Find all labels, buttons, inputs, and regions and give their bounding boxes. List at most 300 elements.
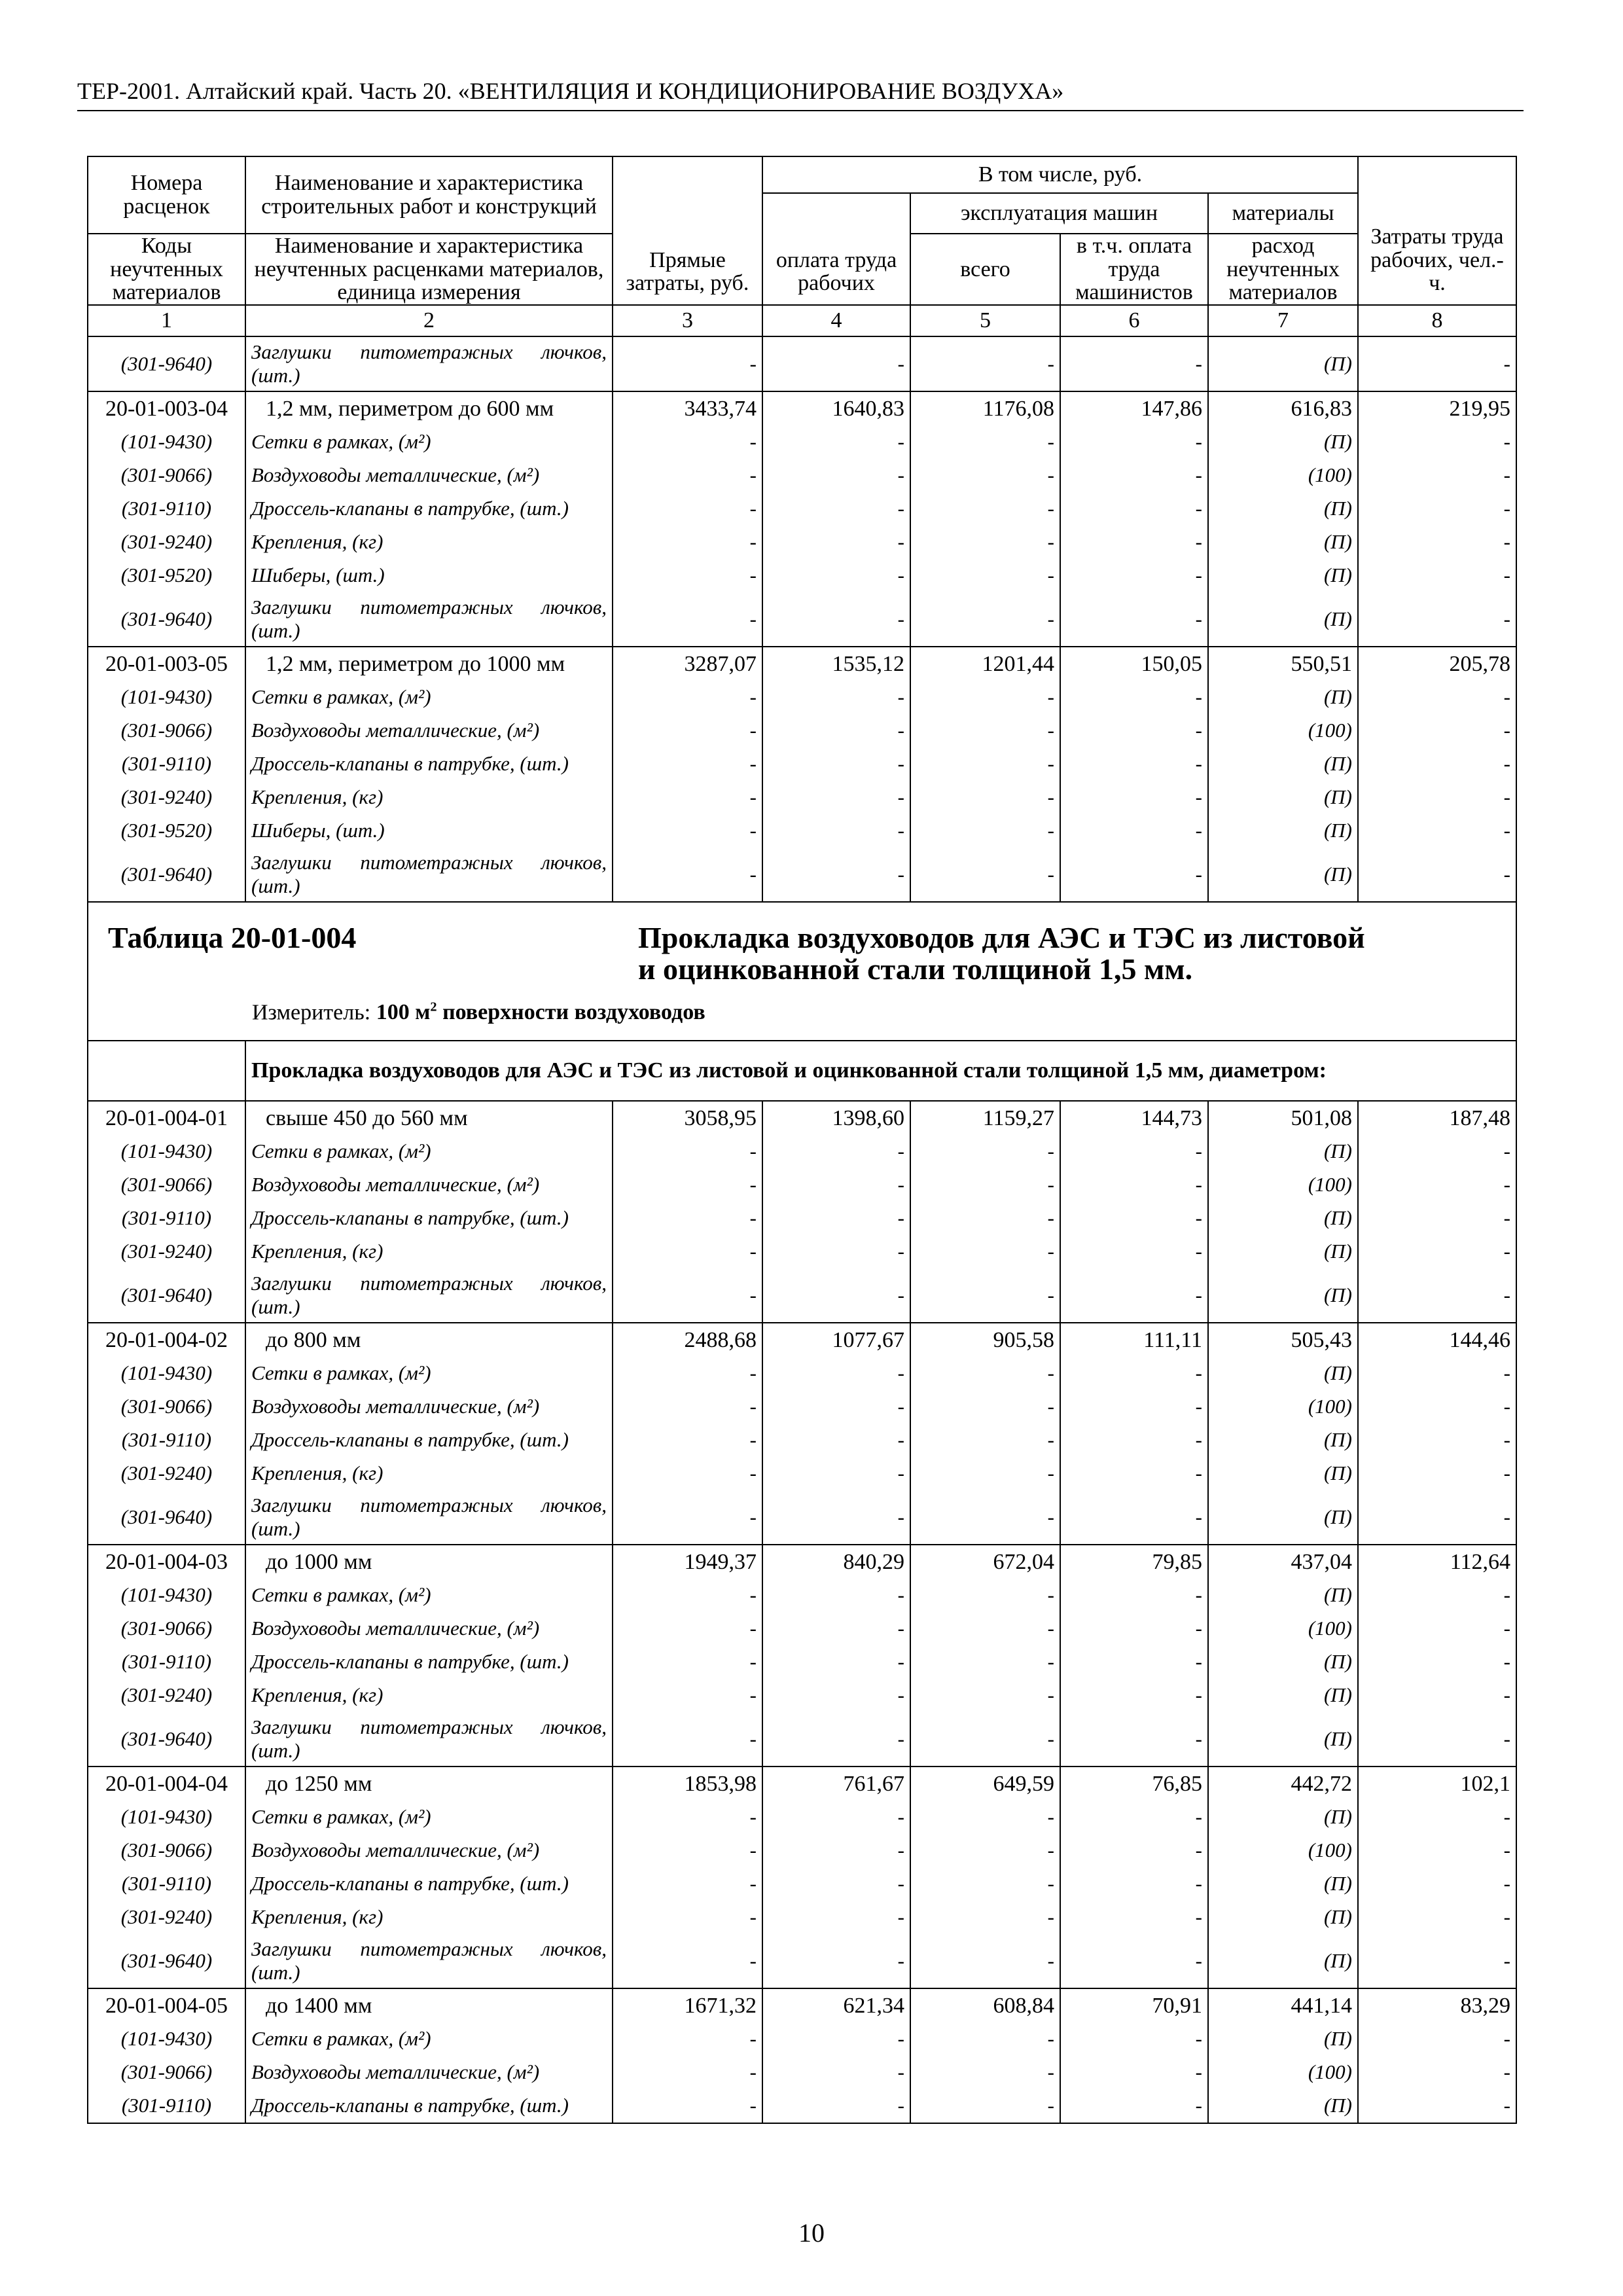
dash-cell: -: [1060, 1834, 1208, 1867]
col-number: 7: [1208, 305, 1358, 336]
col-header-pryamye: Прямые затраты, руб.: [613, 156, 762, 305]
dash-cell: -: [613, 559, 762, 592]
dash-cell: -: [1358, 1901, 1516, 1934]
rate-value: 70,91: [1060, 1988, 1208, 2022]
material-code: (301-9520): [88, 814, 245, 848]
dash-cell: -: [762, 2089, 910, 2123]
dash-cell: -: [1358, 2089, 1516, 2123]
material-name: Сетки в рамках, (м²): [245, 1357, 613, 1390]
material-row: [88, 1801, 1516, 1834]
material-row: [88, 814, 1516, 848]
material-code: (301-9640): [88, 1712, 245, 1767]
rate-value: 2488,68: [613, 1323, 762, 1357]
dash-cell: -: [762, 1202, 910, 1235]
dash-cell: -: [1358, 592, 1516, 647]
dash-cell: -: [1060, 1579, 1208, 1612]
material-row: [88, 425, 1516, 459]
dash-cell: -: [613, 1168, 762, 1202]
rate-row: [88, 1323, 1516, 1357]
rate-code: 20-01-004-04: [88, 1767, 245, 1801]
rate-value: 649,59: [910, 1767, 1060, 1801]
material-quantity: (П): [1208, 1712, 1358, 1767]
dash-cell: -: [1358, 1490, 1516, 1545]
dash-cell: -: [762, 1834, 910, 1867]
material-quantity: (П): [1208, 781, 1358, 814]
material-row: [88, 781, 1516, 814]
material-row: [88, 492, 1516, 526]
material-row: [88, 1934, 1516, 1988]
rate-value: 437,04: [1208, 1545, 1358, 1579]
subtitle-spacer: [88, 1041, 245, 1101]
material-name: Дроссель-клапаны в патрубке, (шт.): [245, 747, 613, 781]
measure-sup: 2: [430, 1000, 437, 1015]
dash-cell: -: [910, 1424, 1060, 1457]
material-quantity: (П): [1208, 2022, 1358, 2056]
material-row: [88, 336, 1516, 391]
material-name: Шиберы, (шт.): [245, 814, 613, 848]
dash-cell: -: [910, 1645, 1060, 1679]
dash-cell: -: [762, 1424, 910, 1457]
material-name-line: Заглушки питометражных лючков,: [251, 851, 607, 874]
dash-cell: -: [910, 848, 1060, 902]
material-quantity: (100): [1208, 1612, 1358, 1645]
dash-cell: -: [613, 1901, 762, 1934]
dash-cell: -: [1358, 848, 1516, 902]
dash-cell: -: [613, 714, 762, 747]
dash-cell: -: [613, 814, 762, 848]
dash-cell: -: [762, 1934, 910, 1988]
dash-cell: -: [613, 1712, 762, 1767]
material-code: (301-9640): [88, 1490, 245, 1545]
material-row: [88, 526, 1516, 559]
material-code: (101-9430): [88, 2022, 245, 2056]
dash-cell: -: [762, 2056, 910, 2089]
material-quantity: (П): [1208, 1357, 1358, 1390]
rate-value: 76,85: [1060, 1767, 1208, 1801]
dash-cell: -: [1060, 1490, 1208, 1545]
material-row: [88, 1645, 1516, 1679]
material-name: Сетки в рамках, (м²): [245, 425, 613, 459]
material-row: [88, 2022, 1516, 2056]
material-row: [88, 1867, 1516, 1901]
material-quantity: (П): [1208, 1867, 1358, 1901]
material-code: (101-9430): [88, 1801, 245, 1834]
rate-value: 550,51: [1208, 647, 1358, 681]
material-name-line: (шт.): [251, 1517, 300, 1541]
dash-cell: -: [762, 1135, 910, 1168]
rate-code: 20-01-004-01: [88, 1101, 245, 1135]
table-heading-row: [88, 902, 1516, 1041]
rate-value: 205,78: [1358, 647, 1516, 681]
dash-cell: -: [613, 1645, 762, 1679]
dash-cell: -: [613, 848, 762, 902]
dash-cell: -: [1358, 1867, 1516, 1901]
material-code: (301-9240): [88, 526, 245, 559]
col-header-naimenovanie-mat: Наименование и характеристика неучтенных расценками материалов, единица измерения: [245, 234, 613, 305]
material-name: Сетки в рамках, (м²): [245, 1579, 613, 1612]
material-name: Крепления, (кг): [245, 1457, 613, 1490]
dash-cell: -: [910, 1801, 1060, 1834]
dash-cell: -: [910, 1457, 1060, 1490]
material-code: (301-9066): [88, 1168, 245, 1202]
rate-name: до 1400 мм: [245, 1988, 613, 2022]
material-code: (301-9066): [88, 1390, 245, 1424]
rate-value: 1671,32: [613, 1988, 762, 2022]
rate-value: 1949,37: [613, 1545, 762, 1579]
dash-cell: -: [910, 2022, 1060, 2056]
dash-cell: -: [762, 1235, 910, 1268]
dash-cell: -: [910, 425, 1060, 459]
rate-value: 441,14: [1208, 1988, 1358, 2022]
material-row: [88, 1612, 1516, 1645]
rate-row: [88, 391, 1516, 425]
material-row: [88, 1579, 1516, 1612]
dash-cell: -: [910, 1834, 1060, 1867]
dash-cell: -: [1060, 1801, 1208, 1834]
rate-row: [88, 1101, 1516, 1135]
measure-value-a: 100 м: [376, 1000, 431, 1025]
material-name: Крепления, (кг): [245, 1901, 613, 1934]
rate-code: 20-01-003-04: [88, 391, 245, 425]
dash-cell: -: [1060, 848, 1208, 902]
rate-value: 761,67: [762, 1767, 910, 1801]
material-row: [88, 1424, 1516, 1457]
material-code: (301-9640): [88, 848, 245, 902]
dash-cell: -: [1060, 2056, 1208, 2089]
dash-cell: -: [1060, 592, 1208, 647]
material-quantity: (П): [1208, 336, 1358, 391]
material-row: [88, 1357, 1516, 1390]
dash-cell: -: [1358, 1712, 1516, 1767]
material-quantity: (П): [1208, 1679, 1358, 1712]
dash-cell: -: [1358, 1679, 1516, 1712]
material-code: (301-9066): [88, 459, 245, 492]
dash-cell: -: [1358, 1612, 1516, 1645]
material-name-line: (шт.): [251, 1295, 300, 1319]
material-name: Крепления, (кг): [245, 1235, 613, 1268]
material-code: (301-9110): [88, 1867, 245, 1901]
material-name-line: Заглушки питометражных лючков,: [251, 340, 607, 364]
dash-cell: -: [762, 336, 910, 391]
dash-cell: -: [1358, 459, 1516, 492]
material-row: [88, 747, 1516, 781]
rate-value: 187,48: [1358, 1101, 1516, 1135]
rate-value: 112,64: [1358, 1545, 1516, 1579]
measure-unit: [252, 1001, 705, 1024]
material-name: Воздуховоды металлические, (м²): [245, 714, 613, 747]
dash-cell: -: [1060, 1612, 1208, 1645]
material-row: [88, 1168, 1516, 1202]
material-code: (301-9110): [88, 1424, 245, 1457]
material-code: (301-9240): [88, 781, 245, 814]
dash-cell: -: [910, 1579, 1060, 1612]
material-row: [88, 1901, 1516, 1934]
material-row: [88, 848, 1516, 902]
material-code: (301-9240): [88, 1901, 245, 1934]
dash-cell: -: [1060, 2089, 1208, 2123]
dash-cell: -: [762, 747, 910, 781]
table-label: Таблица 20-01-004: [108, 921, 357, 955]
dash-cell: -: [762, 714, 910, 747]
dash-cell: -: [910, 714, 1060, 747]
rate-value: 1159,27: [910, 1101, 1060, 1135]
material-name-line: Заглушки питометражных лючков,: [251, 1937, 607, 1961]
rate-name: 1,2 мм, периметром до 1000 мм: [245, 647, 613, 681]
dash-cell: -: [613, 1424, 762, 1457]
dash-cell: -: [613, 1834, 762, 1867]
dash-cell: -: [613, 1490, 762, 1545]
material-quantity: (100): [1208, 1168, 1358, 1202]
col-number: 2: [245, 305, 613, 336]
rate-code: 20-01-004-02: [88, 1323, 245, 1357]
rate-value: 1398,60: [762, 1101, 910, 1135]
material-code: (301-9240): [88, 1235, 245, 1268]
rate-name: до 1000 мм: [245, 1545, 613, 1579]
dash-cell: -: [910, 1490, 1060, 1545]
dash-cell: -: [762, 1457, 910, 1490]
material-name: Сетки в рамках, (м²): [245, 1801, 613, 1834]
rate-value: 219,95: [1358, 391, 1516, 425]
dash-cell: -: [1358, 2022, 1516, 2056]
dash-cell: -: [762, 681, 910, 714]
material-quantity: (П): [1208, 747, 1358, 781]
rate-row: [88, 1988, 1516, 2022]
material-name: Дроссель-клапаны в патрубке, (шт.): [245, 1867, 613, 1901]
rate-value: 840,29: [762, 1545, 910, 1579]
dash-cell: -: [762, 492, 910, 526]
rate-value: 3433,74: [613, 391, 762, 425]
table-heading: [88, 902, 1516, 1041]
dash-cell: -: [613, 592, 762, 647]
rate-row: [88, 1767, 1516, 1801]
material-name: Сетки в рамках, (м²): [245, 1135, 613, 1168]
material-name: [245, 592, 613, 647]
dash-cell: -: [910, 2089, 1060, 2123]
col-header-naimenovanie: Наименование и характеристика строительных работ и конструкций: [245, 156, 613, 234]
dash-cell: -: [613, 1202, 762, 1235]
material-name: Дроссель-клапаны в патрубке, (шт.): [245, 1645, 613, 1679]
dash-cell: -: [613, 2089, 762, 2123]
dash-cell: -: [1358, 1934, 1516, 1988]
material-row: [88, 559, 1516, 592]
dash-cell: -: [1060, 1268, 1208, 1323]
dash-cell: -: [1358, 1801, 1516, 1834]
dash-cell: -: [910, 1268, 1060, 1323]
material-name: Воздуховоды металлические, (м²): [245, 459, 613, 492]
dash-cell: -: [1358, 492, 1516, 526]
rate-value: 1077,67: [762, 1323, 910, 1357]
rate-value: 608,84: [910, 1988, 1060, 2022]
dash-cell: -: [613, 1357, 762, 1390]
dash-cell: -: [762, 2022, 910, 2056]
material-name: [245, 1268, 613, 1323]
dash-cell: -: [613, 2022, 762, 2056]
material-code: (301-9110): [88, 1645, 245, 1679]
dash-cell: -: [613, 1457, 762, 1490]
material-quantity: (100): [1208, 1390, 1358, 1424]
running-header: ТЕР-2001. Алтайский край. Часть 20. «ВЕНТИЛЯЦИЯ И КОНДИЦИОНИРОВАНИЕ ВОЗДУХА»: [77, 77, 1524, 111]
rate-value: 1201,44: [910, 647, 1060, 681]
material-row: [88, 1457, 1516, 1490]
material-row: [88, 1268, 1516, 1323]
col-number: 5: [910, 305, 1060, 336]
material-name: Воздуховоды металлические, (м²): [245, 1168, 613, 1202]
dash-cell: -: [613, 425, 762, 459]
rate-value: 147,86: [1060, 391, 1208, 425]
material-name-line: (шт.): [251, 1739, 300, 1763]
material-quantity: (П): [1208, 1901, 1358, 1934]
dash-cell: -: [762, 1268, 910, 1323]
material-code: (301-9520): [88, 559, 245, 592]
material-code: (301-9640): [88, 592, 245, 647]
dash-cell: -: [762, 1490, 910, 1545]
dash-cell: -: [613, 2056, 762, 2089]
dash-cell: -: [1060, 1390, 1208, 1424]
dash-cell: -: [1060, 1135, 1208, 1168]
material-name-line: (шт.): [251, 364, 300, 387]
dash-cell: -: [613, 1135, 762, 1168]
material-quantity: (П): [1208, 526, 1358, 559]
material-code: (101-9430): [88, 681, 245, 714]
material-name: Дроссель-клапаны в патрубке, (шт.): [245, 2089, 613, 2123]
material-code: (301-9110): [88, 747, 245, 781]
measure-label: Измеритель:: [252, 1000, 371, 1025]
material-code: (301-9640): [88, 1934, 245, 1988]
rate-value: 616,83: [1208, 391, 1358, 425]
rate-value: 83,29: [1358, 1988, 1516, 2022]
dash-cell: -: [1358, 714, 1516, 747]
dash-cell: -: [1358, 1235, 1516, 1268]
dash-cell: -: [762, 592, 910, 647]
rate-name: свыше 450 до 560 мм: [245, 1101, 613, 1135]
dash-cell: -: [1060, 559, 1208, 592]
rate-value: 102,1: [1358, 1767, 1516, 1801]
material-name: Шиберы, (шт.): [245, 559, 613, 592]
material-quantity: (П): [1208, 1268, 1358, 1323]
material-row: [88, 459, 1516, 492]
material-code: (301-9640): [88, 1268, 245, 1323]
material-name: Сетки в рамках, (м²): [245, 2022, 613, 2056]
dash-cell: -: [613, 459, 762, 492]
rate-code: 20-01-003-05: [88, 647, 245, 681]
col-number: 8: [1358, 305, 1516, 336]
dash-cell: -: [910, 814, 1060, 848]
material-name: Дроссель-клапаны в патрубке, (шт.): [245, 1202, 613, 1235]
dash-cell: -: [1060, 1679, 1208, 1712]
material-row: [88, 1235, 1516, 1268]
dash-cell: -: [1060, 2022, 1208, 2056]
col-number: 4: [762, 305, 910, 336]
material-code: (101-9430): [88, 1135, 245, 1168]
dash-cell: -: [1358, 1168, 1516, 1202]
dash-cell: -: [762, 1645, 910, 1679]
material-quantity: (П): [1208, 814, 1358, 848]
rate-value: 442,72: [1208, 1767, 1358, 1801]
col-header-vsego: всего: [910, 234, 1060, 305]
rate-value: 144,46: [1358, 1323, 1516, 1357]
rate-value: 111,11: [1060, 1323, 1208, 1357]
dash-cell: -: [1358, 1390, 1516, 1424]
dash-cell: -: [1358, 1202, 1516, 1235]
material-quantity: (П): [1208, 1579, 1358, 1612]
dash-cell: -: [1060, 814, 1208, 848]
dash-cell: -: [1358, 747, 1516, 781]
material-row: [88, 1712, 1516, 1767]
rate-value: 150,05: [1060, 647, 1208, 681]
dash-cell: -: [613, 1579, 762, 1612]
col-header-ekspl: эксплуатация машин: [910, 193, 1208, 234]
dash-cell: -: [1358, 1357, 1516, 1390]
material-quantity: (П): [1208, 1457, 1358, 1490]
material-quantity: (100): [1208, 2056, 1358, 2089]
dash-cell: -: [762, 781, 910, 814]
rate-row: [88, 1545, 1516, 1579]
dash-cell: -: [613, 1612, 762, 1645]
dash-cell: -: [910, 1390, 1060, 1424]
measure-value-b: поверхности воздуховодов: [437, 1000, 705, 1025]
material-name: Воздуховоды металлические, (м²): [245, 2056, 613, 2089]
material-name-line: (шт.): [251, 874, 300, 898]
material-code: (301-9110): [88, 492, 245, 526]
material-quantity: (100): [1208, 1834, 1358, 1867]
dash-cell: -: [762, 1867, 910, 1901]
dash-cell: -: [1060, 1867, 1208, 1901]
dash-cell: -: [762, 1390, 910, 1424]
dash-cell: -: [910, 1135, 1060, 1168]
col-number: 6: [1060, 305, 1208, 336]
dash-cell: -: [910, 459, 1060, 492]
material-quantity: (100): [1208, 714, 1358, 747]
rate-code: 20-01-004-03: [88, 1545, 245, 1579]
material-row: [88, 1490, 1516, 1545]
dash-cell: -: [613, 526, 762, 559]
dash-cell: -: [762, 459, 910, 492]
dash-cell: -: [910, 1679, 1060, 1712]
dash-cell: -: [762, 1612, 910, 1645]
material-code: (301-9066): [88, 1834, 245, 1867]
dash-cell: -: [1060, 781, 1208, 814]
material-name: [245, 1490, 613, 1545]
dash-cell: -: [613, 747, 762, 781]
rate-value: 3058,95: [613, 1101, 762, 1135]
dash-cell: -: [1060, 681, 1208, 714]
material-name-line: Заглушки питометражных лючков,: [251, 1715, 607, 1739]
dash-cell: -: [613, 1801, 762, 1834]
material-name: [245, 848, 613, 902]
rate-value: 672,04: [910, 1545, 1060, 1579]
rates-table: [87, 156, 1517, 2124]
material-row: [88, 1834, 1516, 1867]
dash-cell: -: [1358, 1645, 1516, 1679]
dash-cell: -: [613, 1235, 762, 1268]
dash-cell: -: [1060, 1235, 1208, 1268]
dash-cell: -: [762, 1168, 910, 1202]
dash-cell: -: [1060, 459, 1208, 492]
col-header-kody: Коды неучтенных материалов: [88, 234, 245, 305]
rate-value: 1535,12: [762, 647, 910, 681]
dash-cell: -: [910, 1235, 1060, 1268]
dash-cell: -: [1060, 526, 1208, 559]
dash-cell: -: [1358, 526, 1516, 559]
material-quantity: (П): [1208, 1934, 1358, 1988]
rate-value: 1176,08: [910, 391, 1060, 425]
material-quantity: (П): [1208, 2089, 1358, 2123]
rate-code: 20-01-004-05: [88, 1988, 245, 2022]
material-code: (101-9430): [88, 425, 245, 459]
dash-cell: -: [910, 681, 1060, 714]
material-name: [245, 1712, 613, 1767]
col-header-v-tom-chisle: В том числе, руб.: [762, 156, 1358, 193]
